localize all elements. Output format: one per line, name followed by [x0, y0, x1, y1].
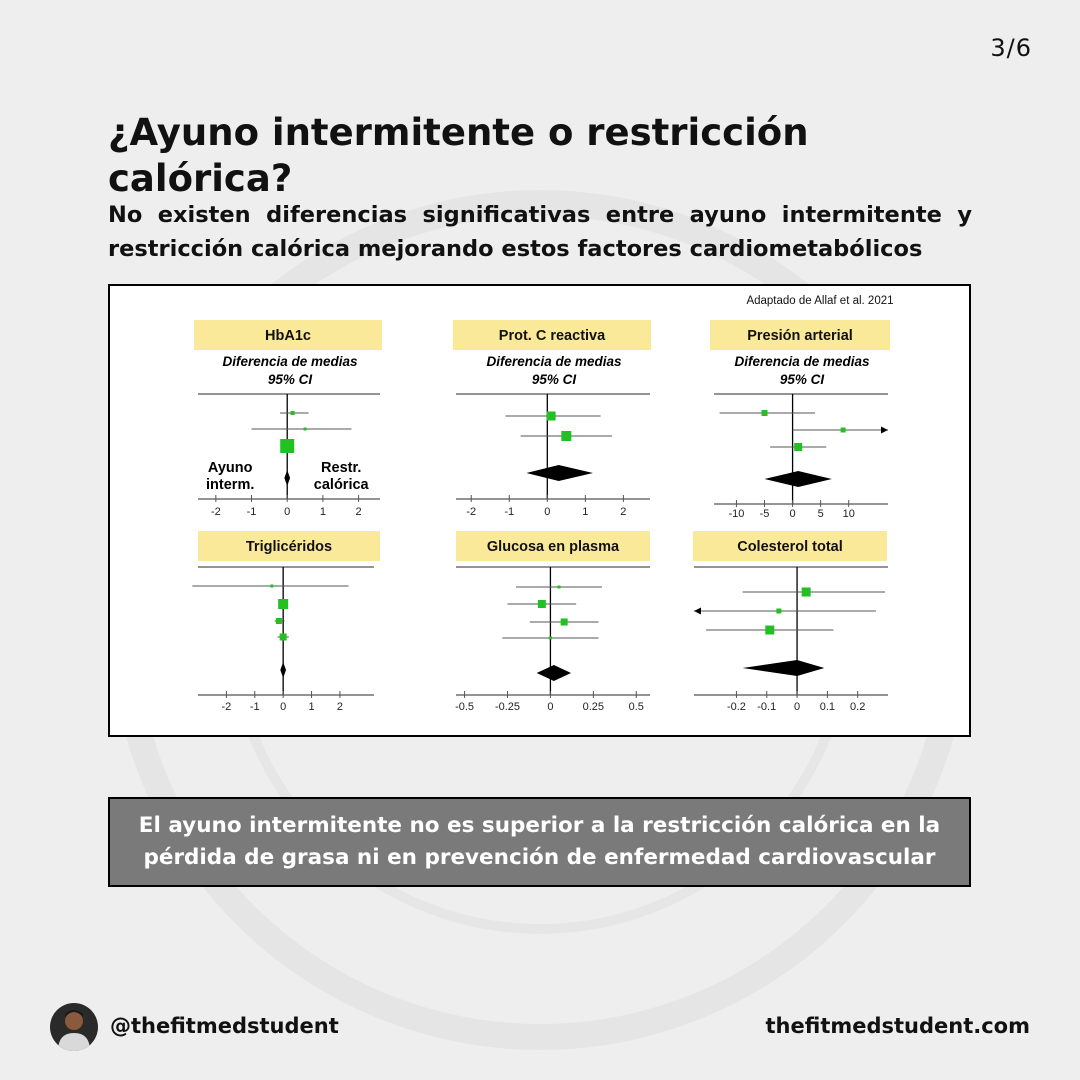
study-point-marker	[841, 428, 846, 433]
x-tick-label: 0	[544, 506, 551, 518]
study-point-marker	[794, 443, 802, 451]
x-tick-label: -1	[249, 701, 260, 713]
study-point-marker	[280, 439, 294, 453]
x-tick-label: -5	[759, 508, 770, 520]
study-point-marker	[561, 431, 571, 441]
panel-subtitle: Diferencia de medias	[222, 354, 358, 369]
study-point-marker	[776, 609, 781, 614]
panel-title: Colesterol total	[737, 539, 843, 555]
x-tick-label: 10	[842, 508, 855, 520]
x-tick-label: -1	[504, 506, 515, 518]
study-point-marker	[547, 412, 556, 421]
panel-title: HbA1c	[265, 328, 311, 344]
x-tick-label: 2	[336, 701, 343, 713]
pooled-effect-diamond	[280, 662, 286, 678]
study-point-marker	[558, 586, 561, 589]
pooled-effect-diamond	[284, 470, 290, 486]
right-annotation-line1: Restr.	[321, 460, 362, 476]
left-annotation-line2: interm.	[206, 477, 255, 493]
study-point-marker	[280, 634, 287, 641]
study-point-marker	[270, 585, 273, 588]
x-tick-label: -0.2	[726, 701, 746, 713]
x-tick-label: 2	[355, 506, 362, 518]
x-tick-label: 1	[582, 506, 589, 518]
study-point-marker	[802, 588, 811, 597]
x-tick-label: 0.25	[582, 701, 605, 713]
x-tick-label: 5	[817, 508, 824, 520]
panel-title: Glucosa en plasma	[486, 539, 620, 555]
x-tick-label: 0	[789, 508, 796, 520]
avatar[interactable]	[50, 1003, 98, 1051]
conclusion-callout: El ayuno intermitente no es superior a la restricción calórica en la pérdida de grasa ni en prevención de enfermedad cardiovascular	[108, 797, 971, 887]
panel-ci-label: 95% CI	[267, 372, 313, 387]
x-tick-label: 0.2	[850, 701, 866, 713]
x-tick-label: 0	[280, 701, 287, 713]
x-tick-label: 1	[308, 701, 315, 713]
panel-title: Prot. C reactiva	[498, 328, 606, 344]
study-point-marker	[538, 600, 546, 608]
page-subtitle: No existen diferencias significativas entre ayuno intermitente y restricción calórica mejorando estos factores cardiometabólicos	[108, 202, 972, 262]
page-title: ¿Ayuno intermitente o restricción calórica?	[108, 111, 809, 200]
x-tick-label: -0.25	[494, 701, 521, 713]
panel-title: Triglicéridos	[245, 539, 333, 555]
footer-handle[interactable]: @thefitmedstudent	[110, 1014, 339, 1038]
x-tick-label: -0.1	[757, 701, 777, 713]
x-tick-label: 0	[284, 506, 291, 518]
x-tick-label: -0.5	[455, 701, 475, 713]
panel-subtitle: Diferencia de medias	[486, 354, 622, 369]
forest-plot-figure	[108, 284, 971, 737]
left-annotation-line1: Ayuno	[207, 460, 253, 476]
study-point-marker	[762, 410, 768, 416]
panel-subtitle: Diferencia de medias	[734, 354, 870, 369]
panel-ci-label: 95% CI	[779, 372, 825, 387]
x-tick-label: 0.5	[628, 701, 644, 713]
ci-arrow-right	[881, 427, 888, 434]
x-tick-label: 0	[547, 701, 554, 713]
x-tick-label: -1	[246, 506, 257, 518]
study-point-marker	[291, 411, 295, 415]
figure-source-note: Adaptado de Allaf et al. 2021	[746, 295, 894, 307]
x-tick-label: -10	[728, 508, 745, 520]
study-point-marker	[276, 618, 282, 624]
x-tick-label: -2	[221, 701, 232, 713]
x-tick-label: -2	[466, 506, 477, 518]
ci-arrow-left	[694, 608, 701, 615]
x-tick-label: 0.1	[819, 701, 836, 713]
x-tick-label: -2	[210, 506, 221, 518]
pooled-effect-diamond	[537, 665, 571, 681]
footer-site[interactable]: thefitmedstudent.com	[765, 1014, 1030, 1038]
x-tick-label: 0	[794, 701, 801, 713]
panel-title: Presión arterial	[747, 328, 853, 344]
right-annotation-line2: calórica	[313, 477, 369, 493]
pooled-effect-diamond	[765, 471, 832, 487]
page-number: 3/6	[990, 34, 1032, 62]
panel-ci-label: 95% CI	[531, 372, 577, 387]
study-point-marker	[304, 428, 307, 431]
x-tick-label: 1	[319, 506, 326, 518]
pooled-effect-diamond	[743, 660, 825, 676]
study-point-marker	[549, 637, 552, 640]
x-tick-label: 2	[620, 506, 627, 518]
pooled-effect-diamond	[526, 465, 593, 481]
forest-plots-svg	[110, 286, 968, 734]
study-point-marker	[561, 619, 568, 626]
study-point-marker	[278, 599, 288, 609]
study-point-marker	[765, 626, 774, 635]
